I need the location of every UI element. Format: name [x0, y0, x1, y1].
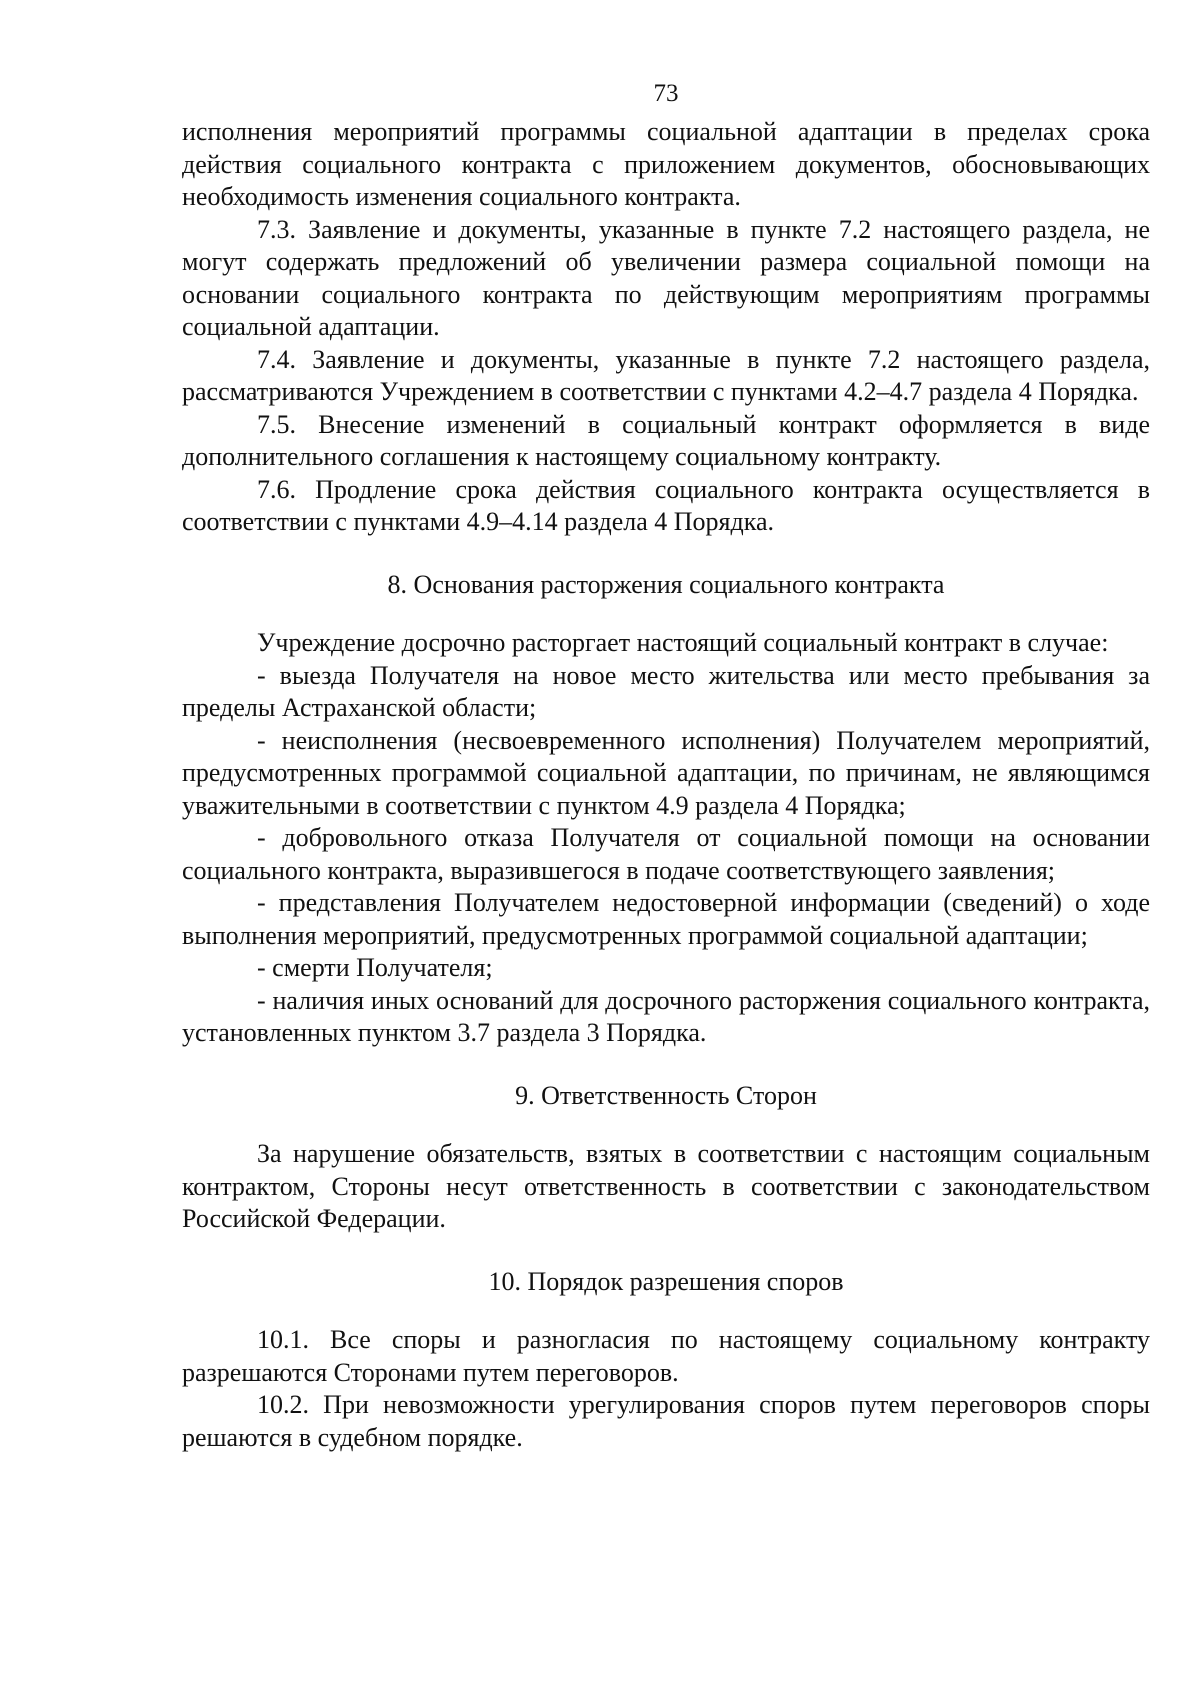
- section-8-item-death: - смерти Получателя;: [257, 953, 493, 982]
- document-page: [182, 78, 1150, 1454]
- section-8-intro: Учреждение досрочно расторгает настоящий социальный контракт в случае:: [257, 628, 1109, 657]
- page-number: 73: [653, 80, 679, 107]
- section-8-heading: 8. Основания расторжения социального контракта: [387, 569, 945, 599]
- section-8-item-voluntary-refusal: - добровольного отказа Получателя от социальной помощи на основании социального контракта, выразившегося в подаче соответствующего заявления;: [182, 823, 1150, 885]
- paragraph-7-6: 7.6. Продление срока действия социального контракта осуществляется в соответствии с пунктами 4.9–4.14 раздела 4 Порядка.: [182, 474, 1150, 536]
- section-10-heading: 10. Порядок разрешения споров: [488, 1266, 844, 1296]
- section-8-item-nonfulfillment: - неисполнения (несвоевременного исполнения) Получателем мероприятий, предусмотренных программой социальной адаптации, по причинам, не являющимся уважительными в соответствии с пунктом 4.9 раздела 4 Порядка;: [182, 725, 1150, 820]
- section-8-item-relocation: - выезда Получателя на новое место жительства или место пребывания за пределы Астраханской области;: [182, 660, 1150, 722]
- paragraph-10-2: 10.2. При невозможности урегулирования споров путем переговоров споры решаются в судебном порядке.: [182, 1390, 1150, 1452]
- section-8-item-false-information: - представления Получателем недостоверной информации (сведений) о ходе выполнения мероприятий, предусмотренных программой социальной адаптации;: [182, 888, 1150, 950]
- section-9-heading: 9. Ответственность Сторон: [515, 1080, 817, 1110]
- paragraph-10-1: 10.1. Все споры и разногласия по настоящему социальному контракту разрешаются Сторонами путем переговоров.: [182, 1325, 1150, 1387]
- section-8-item-other-grounds: - наличия иных оснований для досрочного расторжения социального контракта, установленных пунктом 3.7 раздела 3 Порядка.: [182, 985, 1150, 1047]
- paragraph-7-5: 7.5. Внесение изменений в социальный контракт оформляется в виде дополнительного соглашения к настоящему социальному контракту.: [182, 409, 1150, 471]
- section-9-paragraph: За нарушение обязательств, взятых в соответствии с настоящим социальным контрактом, Стороны несут ответственность в соответствии с законодательством Российской Федерации.: [182, 1139, 1150, 1233]
- paragraph-continuation: исполнения мероприятий программы социальной адаптации в пределах срока действия социального контракта с приложением документов, обосновывающих необходимость изменения социального контракта.: [182, 117, 1150, 211]
- paragraph-7-3: 7.3. Заявление и документы, указанные в пункте 7.2 настоящего раздела, не могут содержать предложений об увеличении размера социальной помощи на основании социального контракта по действующим мероприятиям программы социальной адаптации.: [182, 214, 1150, 341]
- paragraph-7-4: 7.4. Заявление и документы, указанные в пункте 7.2 настоящего раздела, рассматриваются Учреждением в соответствии с пунктами 4.2–4.7 раздела 4 Порядка.: [182, 344, 1150, 406]
